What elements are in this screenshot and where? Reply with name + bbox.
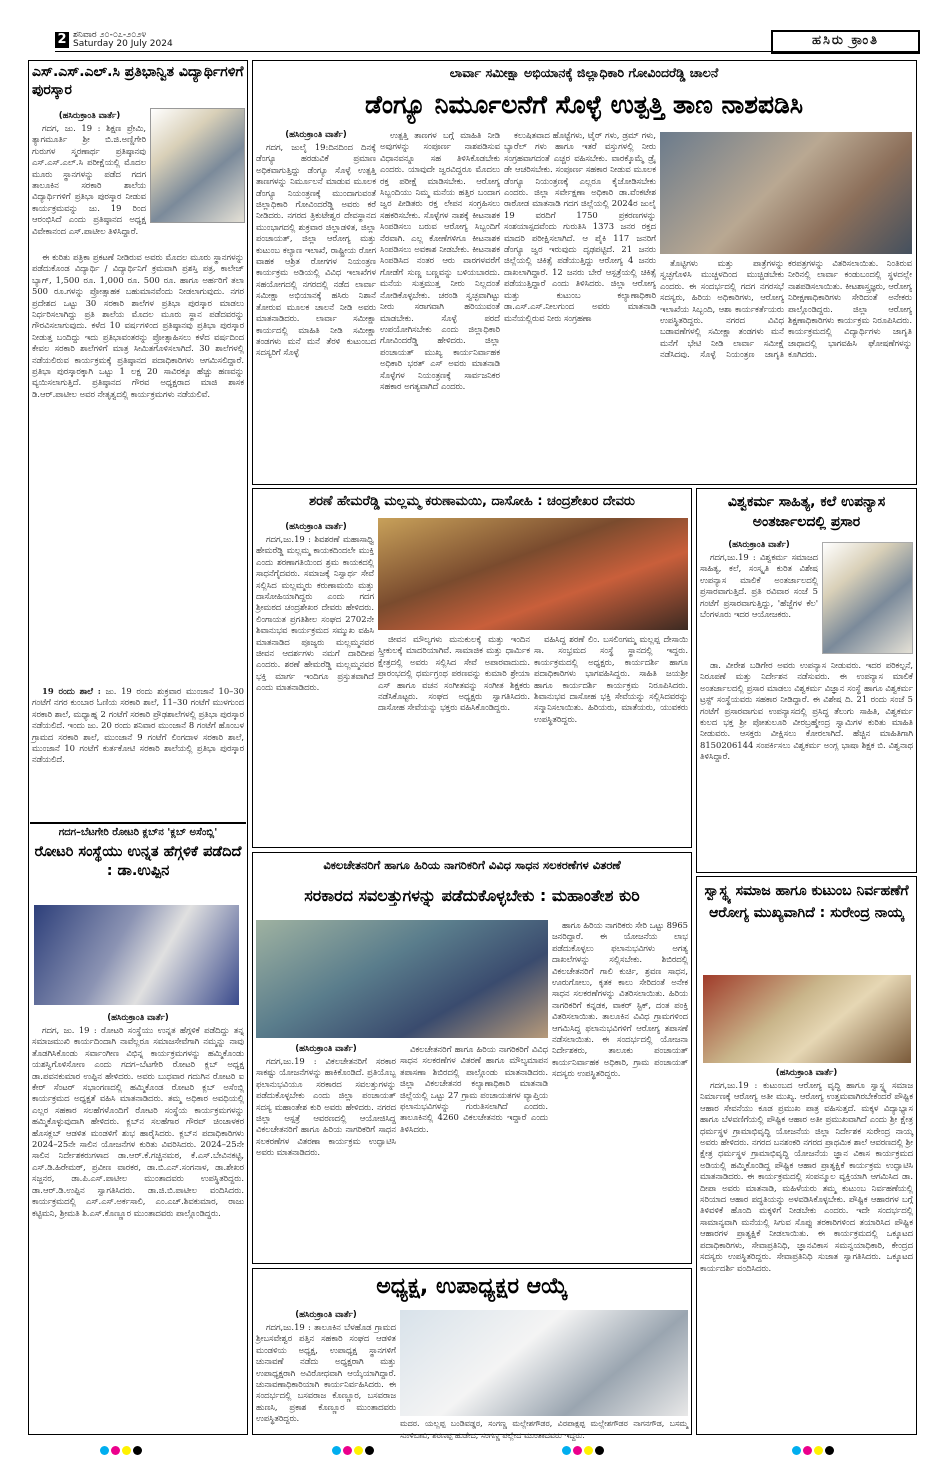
color-registration-marks: [792, 1440, 836, 1452]
election-caption: ಮದರ. ಯಲ್ಲಪ್ಪ ಬಂಡಿವಡ್ಡರ, ಸಂಗಣ್ಣ ಮಲ್ಲೇಶಗೌಡರ, ವಿರಪಾಕ್ಷಪ್ಪ ಮಲ್ಲೇಶಗೌಡರ ನಾಗನಗೌಡ, ಬಸಮ್ಮ ಸೂಳಿಬಾವಿ, ಶರಣಪ್ಪ ಹುಡೇದ, ಸಂಗಣ್ಣ ಪಲ್ಲೇದ ಮುಂತಾದವರು ಇದ್ದರು.: [400, 1419, 688, 1440]
masthead-brand: ಹಸಿರು ಕ್ರಾಂತಿ: [771, 30, 920, 54]
election-photo: [400, 1310, 688, 1416]
divider: [30, 822, 246, 824]
rotary-byline: (ಹಸಿರುಕ್ರಾಂತಿ ವಾರ್ತೆ): [107, 1013, 169, 1023]
election-headline: ಅಧ್ಯಕ್ಷ, ಉಪಾಧ್ಯಕ್ಷರ ಆಯ್ಕೆ: [376, 1274, 568, 1299]
center-story-byline: (ಹಸಿರುಕ್ರಾಂತಿ ವಾರ್ತೆ): [285, 522, 347, 532]
date-kannada: ಶನಿವಾರ ೨೦-೦೭-೨೦೨೪: [73, 30, 147, 40]
disabled-headline: ಸರಕಾರದ ಸವಲತ್ತುಗಳನ್ನು ಪಡೆದುಕೊಳ್ಳಬೇಕು : ಮಹಾಂತೇಶ ಕುರಿ: [304, 886, 640, 905]
center-story-photo: [378, 518, 688, 630]
center-story-col1: ಗದಗ,ಜು.19 : ಶಿವಶರಣೆ ಮಹಾಸಾಧ್ವಿ ಹೇಮರೆಡ್ಡಿ ಮಲ್ಲಮ್ಮ ಕಾಯಕದಿಂದಲೇ ಮುಕ್ತಿ ಎಂದು ಶರಣಾಗತಿಯಿಂದ ಶ್ರಮ ಕಾಯಕದಲ್ಲಿ ಸಾಧನೆಗೈದವರು. ಸಮಾಜಕ್ಕೆ ನಿಸ್ವಾರ್ಥ ಸೇವೆ ಸಲ್ಲಿಸಿದ ಮಲ್ಲಮ್ಮರು ಕರುಣಾಮಯಿ ಮತ್ತು ದಾಸೋಹಿಯಾಗಿದ್ದರು ಎಂದು ಗದಗ ಶ್ರೀಮಠದ ಚಂದ್ರಶೇಖರ ದೇವರು ಹೇಳಿದರು. ಲಿಂಗಾಯತ ಪ್ರಗತಿಶೀಲ ಸಂಘದ 2702ನೇ ಶಿವಾನುಭವ ಕಾರ್ಯಕ್ರಮದ ಸಮ್ಮುಖ ವಹಿಸಿ ಮಾತನಾಡಿದ ಪೂಜ್ಯರು ಮಲ್ಲಮ್ಮನವರ ಜೀವನ ಆದರ್ಶಗಳು ನಮಗೆ ದಾರಿದೀಪ ಎಂದರು. ಶರಣೆ ಹೇಮರೆಡ್ಡಿ ಮಲ್ಲಮ್ಮನವರ ಭಕ್ತಿ ಮಾರ್ಗ ಇಂದಿಗೂ ಪ್ರಸ್ತುತವಾಗಿದೆ ಎಂದು ಮಾತನಾಡಿದರು.: [256, 534, 374, 693]
disabled-byline: (ಹಸಿರುಕ್ರಾಂತಿ ವಾರ್ತೆ): [295, 1044, 357, 1054]
sslc-byline: (ಹಸಿರುಕ್ರಾಂತಿ ವಾರ್ತೆ): [58, 111, 121, 121]
vishwakarma-lead: ಗದಗ,ಜು.19 : ವಿಶ್ವಕರ್ಮ ಸಮಾಜದ ಸಾಹಿತ್ಯ, ಕಲೆ, ಸಂಸ್ಕೃತಿ ಕುರಿತ ವಿಶೇಷ ಉಪನ್ಯಾಸ ಮಾಲಿಕೆ ಅಂತರ್ಜಾಲದಲ್ಲಿ ಪ್ರಸಾರವಾಗುತ್ತಿದೆ. ಪ್ರತಿ ರವಿವಾರ ಸಂಜೆ 5 ಗಂಟೆಗೆ ಪ್ರಸಾರವಾಗುತ್ತಿದ್ದು, 'ಹೆಜ್ಜೆಗಳ ಕೆಲ' ಬೆಂಗಳೂರು ಇದರ ಆಯೋಜಕರು.: [700, 552, 818, 620]
color-registration-marks: [562, 1440, 606, 1452]
health-body: ಗದಗ,ಜು.19 : ಕುಟುಂಬದ ಆರೋಗ್ಯ ವೃದ್ಧಿ ಹಾಗೂ ಸ್ವಾಸ್ಥ್ಯ ಸಮಾಜ ನಿರ್ಮಾಣಕ್ಕೆ ಆರೋಗ್ಯ ಅತೀ ಮುಖ್ಯ. ಆರೋಗ್ಯ ಉತ್ತಮವಾಗಿರಬೇಕೆಂದರೆ ಪೌಷ್ಟಿಕ ಆಹಾರ ಸೇವನೆಯು ಕೂಡ ಪ್ರಮುಖ ಪಾತ್ರ ವಹಿಸುತ್ತದೆ. ಮಕ್ಕಳ ವಿದ್ಯಾಭ್ಯಾಸ ಹಾಗೂ ಬೆಳವಣಿಗೆಯಲ್ಲಿ ಪೌಷ್ಟಿಕ ಆಹಾರ ಅತೀ ಪ್ರಮುಖವಾಗಿದೆ ಎಂದು ಶ್ರೀ ಕ್ಷೇತ್ರ ಧರ್ಮಸ್ಥಳ ಗ್ರಾಮಾಭಿವೃದ್ಧಿ ಯೋಜನೆಯ ಜಿಲ್ಲಾ ನಿರ್ದೇಶಕ ಸುರೇಂದ್ರ ನಾಯ್ಕ ಅವರು ಹೇಳಿದರು. ನಗರದ ಬನಶಂಕರಿ ನಗರದ ಪ್ರಾಥಮಿಕ ಶಾಲೆ ಆವರಣದಲ್ಲಿ ಶ್ರೀ ಕ್ಷೇತ್ರ ಧರ್ಮಸ್ಥಳ ಗ್ರಾಮಾಭಿವೃದ್ಧಿ ಯೋಜನೆಯ ಜ್ಞಾನ ವಿಕಾಸ ಕಾರ್ಯಕ್ರಮದ ಅಡಿಯಲ್ಲಿ ಹಮ್ಮಿಕೊಂಡಿದ್ದ ಪೌಷ್ಟಿಕ ಆಹಾರ ಪ್ರಾತ್ಯಕ್ಷಿಕೆ ಕಾರ್ಯಕ್ರಮ ಉದ್ಘಾಟಿಸಿ ಮಾತನಾಡಿದರು. ಈ ಕಾರ್ಯಕ್ರಮದಲ್ಲಿ ಸಂಪನ್ಮೂಲ ವ್ಯಕ್ತಿಯಾಗಿ ಆಗಮಿಸಿದ ಡಾ. ದೀಪಾ ಅವರು ಮಾತನಾಡಿ, ಮಹಿಳೆಯರು ತಮ್ಮ ಕುಟುಂಬ ನಿರ್ವಹಣೆಯಲ್ಲಿ ಸರಿಯಾದ ಆಹಾರ ಪದ್ಧತಿಯನ್ನು ಅಳವಡಿಸಿಕೊಳ್ಳಬೇಕು. ಪೌಷ್ಟಿಕ ಆಹಾರಗಳ ಬಗ್ಗೆ ತಿಳಿವಳಿಕೆ ಹೊಂದಿ ಮಕ್ಕಳಿಗೆ ನೀಡಬೇಕು ಎಂದರು. ಇದೇ ಸಂದರ್ಭದಲ್ಲಿ ಸಾಮಾನ್ಯವಾಗಿ ಮನೆಯಲ್ಲಿ ಸಿಗುವ ಸೊಪ್ಪು ತರಕಾರಿಗಳಿಂದ ತಯಾರಿಸಿದ ಪೌಷ್ಟಿಕ ಆಹಾರಗಳ ಪ್ರಾತ್ಯಕ್ಷಿಕೆ ನೀಡಲಾಯಿತು. ಈ ಕಾರ್ಯಕ್ರಮದಲ್ಲಿ ಒಕ್ಕೂಟದ ಪದಾಧಿಕಾರಿಗಳು, ಸೇವಾಪ್ರತಿನಿಧಿ, ಜ್ಞಾನವಿಕಾಸ ಸಮನ್ವಯಾಧಿಕಾರಿ, ಕೇಂದ್ರದ ಸದಸ್ಯರು ಉಪಸ್ಥಿತರಿದ್ದರು. ಸೇವಾಪ್ರತಿನಿಧಿ ಸುಜಾತ ಸ್ವಾಗತಿಸಿದರು. ಒಕ್ಕೂಟದ ಕಾರ್ಯದರ್ಶಿ ವಂದಿಸಿದರು.: [700, 1080, 913, 1273]
top-story-headline: ಡೆಂಗ್ಯೂ ನಿರ್ಮೂಲನೆಗೆ ಸೊಳ್ಳೆ ಉತ್ಪತ್ತಿ ತಾಣ ನಾಶಪಡಿಸಿ: [365, 90, 803, 119]
vishwakarma-body: ಡಾ. ವೀರೇಶ ಬಡಿಗೇರ ಅವರು ಉಪನ್ಯಾಸ ನೀಡುವರು. ಇದರ ಪರಿಕಲ್ಪನೆ, ನಿರೂಪಣೆ ಮತ್ತು ನಿರ್ದೇಶನ ನಡೆಸುವರು. ಈ ಉಪನ್ಯಾಸ ಮಾಲಿಕೆ ಅಂತರ್ಜಾಲದಲ್ಲಿ ಪ್ರಸಾರ ಮಾಡಲು ವಿಶ್ವಕರ್ಮ ವಿಜ್ಞಾನ ಸಂಸ್ಥೆ ಹಾಗೂ ವಿಶ್ವಕರ್ಮ ಟ್ರಸ್ಟ್ ಸಂಸ್ಥೆಯವರು ಸಹಕಾರ ನೀಡಿದ್ದಾರೆ. ಈ ವಿಶೇಷ ದಿ. 21 ರಂದು ಸಂಜೆ 5 ಗಂಟೆಗೆ ಪ್ರಸಾರವಾಗುವ ಉಪನ್ಯಾಸದಲ್ಲಿ ಪ್ರಸಿದ್ಧ ತೆಲುಗು ಸಾಹಿತಿ, ವಿಶ್ವಕರ್ಮ ಕುಲದ ಭಕ್ತ ಶ್ರೀ ಪೋತುಲೂರಿ ವೀರಬ್ರಹ್ಮೇಂದ್ರ ಸ್ವಾಮಿಗಳ ಕುರಿತು ಮಾಹಿತಿ ನೀಡುವರು. ಆಸಕ್ತರು ವೀಕ್ಷಿಸಲು ಕೋರಲಾಗಿದೆ. ಹೆಚ್ಚಿನ ಮಾಹಿತಿಗಾಗಿ 8150206144 ಸಂಪರ್ಕಿಸಲು ವಿಶ್ವಕರ್ಮ ಅಂಗ್ಲ ಭಾಷಾ ಶಿಕ್ಷಕ ಬಿ. ವಿಶ್ವನಾಥ ತಿಳಿಸಿದ್ದಾರೆ.: [700, 660, 913, 762]
vishwakarma-byline: (ಹಸಿರುಕ್ರಾಂತಿ ವಾರ್ತೆ): [728, 540, 790, 550]
sslc-schedule: 19 ರಂದು ಶಾಲೆ : ಜು. 19 ರಂದು ಶುಕ್ರವಾರ ಮುಂಜಾನೆ 10–30 ಗಂಟೆಗೆ ನಗರ ಕುಂಬಾರ ಓಣಿಯ ಸರಕಾರಿ ಶಾಲೆ, 11–30 ಗಂಟೆಗೆ ಮುಳಗುಂದ ಸರಕಾರಿ ಶಾಲೆ, ಮಧ್ಯಾಹ್ನ 2 ಗಂಟೆಗೆ ಸರಕಾರಿ ಪ್ರೌಢಶಾಲೆಗಳಲ್ಲಿ ಪ್ರತಿಭಾ ಪುರಸ್ಕಾರ ನಡೆಯಲಿದೆ. ಇಂದು ಜು. 20 ರಂದು ಶನಿವಾರ ಮುಂಜಾನೆ 8 ಗಂಟೆಗೆ ಹೊಂಬಳ ಗ್ರಾಮದ ಸರಕಾರಿ ಶಾಲೆ, ಮುಂಜಾನೆ 9 ಗಂಟೆಗೆ ಲಿಂಗದಾಳ ಸರಕಾರಿ ಶಾಲೆ, ಮುಂಜಾನೆ 10 ಗಂಟೆಗೆ ಕುರ್ತಕೋಟಿ ಸರಕಾರಿ ಶಾಲೆಯಲ್ಲಿ ಪ್ರತಿಭಾ ಪುರಸ್ಕಾರ ನಡೆಯಲಿದೆ.: [32, 686, 244, 765]
page-number: 2: [55, 32, 69, 48]
health-headline: ಸ್ವಾಸ್ಥ್ಯ ಸಮಾಜ ಹಾಗೂ ಕುಟುಂಬ ನಿರ್ವಹಣೆಗೆ ಆರೋಗ್ಯ ಮುಖ್ಯವಾಗಿದೆ : ಸುರೇಂದ್ರ ನಾಯ್ಕ: [704, 883, 909, 921]
rotary-body: ಗದಗ, ಜು. 19 : ರೋಟರಿ ಸಂಸ್ಥೆಯು ಉನ್ನತ ಹೆಗ್ಗಳಿಕೆ ಪಡೆದಿದ್ದು ತನ್ನ ಸಮಾಜಮುಖಿ ಕಾರ್ಯದಿಂದಾಗಿ ನಾವೆಲ್ಲರೂ ಸಮಾಜಸೇವೆಗಾಗಿ ನಮ್ಮನ್ನು ನಾವು ತೊಡಗಿಸಿಕೊಂಡು ಸರ್ವಾಂಗೀಣ ವಿಭಿನ್ನ ಕಾರ್ಯಕ್ರಮಗಳನ್ನು ಹಮ್ಮಿಕೊಂಡು ಯಶಸ್ವಿಗೊಳಿಸೋಣ ಎಂದು ಗದಗ–ಬೆಟಗೇರಿ ರೋಟರಿ ಕ್ಲಬ್ ಅಧ್ಯಕ್ಷ ಡಾ.ಪವನಕುಮಾರ ಉಪ್ಪಿನ ಹೇಳಿದರು. ಅವರು ಬುಧವಾರ ಗದುಗಿನ ರೋಟರಿ ಐ ಕೇರ್ ಸೆಂಟರ್ ಸಭಾಂಗಣದಲ್ಲಿ ಹಮ್ಮಿಕೊಂಡ ರೋಟರಿ ಕ್ಲಬ್ ಅಸೆಂಬ್ಲಿ ಕಾರ್ಯಕ್ರಮದ ಅಧ್ಯಕ್ಷತೆ ವಹಿಸಿ ಮಾತನಾಡಿದರು. ತಮ್ಮ ಅಧಿಕಾರ ಅವಧಿಯಲ್ಲಿ ಎಲ್ಲರ ಸಹಕಾರ ಸಲಹೆಗಳೊಂದಿಗೆ ರೋಟರಿ ಸಂಸ್ಥೆಯ ಕಾರ್ಯಕ್ರಮಗಳನ್ನು ಹಮ್ಮಿಕೊಳ್ಳುವುದಾಗಿ ಹೇಳಿದರು. ಕ್ಲಬ್‌ನ ಸಲಹೆಗಾರ ಗೌರವ್ ಚಿಂಚಾಳಕರ ಹೊಸಕ್ಲಬ್ ಆಡಳಿತ ಮಂಡಳಿಗೆ ಶುಭ ಹಾರೈಸಿದರು. ಕ್ಲಬ್‌ನ ಪದಾಧಿಕಾರಿಗಳು 2024–25ನೇ ಸಾಲಿನ ಯೋಜನೆಗಳ ಕುರಿತು ವಿವರಿಸಿದರು. 2024–25ನೇ ಸಾಲಿನ ನಿರ್ದೇಶಕರುಗಳಾದ ಡಾ.ಆರ್.ಕೆ.ಗಚ್ಚಿನಮಠ, ಕೆ.ಎಸ್.ಬೇವಿನಕಟ್ಟಿ, ಎಸ್.ಡಿ.ಹಿರೇಮಠ್, ಪ್ರವೀಣ ವಾರಕರ, ಡಾ.ಬಿ.ಎನ್.ಸಂಗನಾಳ, ಡಾ.ಶೇಖರ ಸಜ್ಜನರ, ಡಾ.ಪಿ.ಎಸ್.ಪಾಟೀಲ ಮುಂತಾದವರು ಉಪಸ್ಥಿತರಿದ್ದರು. ಡಾ.ಆರ್.ಡಿ.ಉಪ್ಪಿನ ಸ್ವಾಗತಿಸಿದರು. ಡಾ.ಜಿ.ಬಿ.ಪಾಟೀಲ ವಂದಿಸಿದರು. ಕಾರ್ಯಕ್ರಮದಲ್ಲಿ ಎಸ್.ಎಸ್.ಅರ್ಕಸಾಲಿ, ಎಂ.ಎಚ್.ಶಿವಕುಮಾರ, ರಾಜು ಕಟ್ಟಿಮನಿ, ಶ್ರೀಮತಿ ಶಿ.ಎಸ್.ಕೊಣ್ಣೂರ ಮುಂತಾದವರು ಪಾಲ್ಗೊಂಡಿದ್ದರು.: [32, 1025, 244, 1218]
top-story-photo: [660, 132, 912, 254]
center-story-headline: ಶರಣೆ ಹೇಮರೆಡ್ಡಿ ಮಲ್ಲಮ್ಮ ಕರುಣಾಮಯಿ, ದಾಸೋಹಿ : ಚಂದ್ರಶೇಖರ ದೇವರು: [309, 494, 635, 509]
top-story-col1: ಗದಗ, ಜುಲೈ 19:ದಿನದಿಂದ ದಿನಕ್ಕೆ ಡೆಂಗ್ಯೂ ಹರಡುವಿಕೆ ಪ್ರಮಾಣ ಅಧಿಕವಾಗುತ್ತಿದ್ದು ಡೆಂಗ್ಯೂ ಸೊಳ್ಳೆ ಉತ್ಪತ್ತಿ ತಾಣಗಳನ್ನು ನಿರ್ಮೂಲನೆ ಮಾಡುವ ಮೂಲಕ ಡೆಂಗ್ಯೂ ನಿಯಂತ್ರಣಕ್ಕೆ ಮುಂದಾಗುವಂತೆ ಜಿಲ್ಲಾಧಿಕಾರಿ ಗೋವಿಂದರೆಡ್ಡಿ ಅವರು ಕರೆ ನೀಡಿದರು. ನಗರದ ತ್ರಿಕುಟೇಶ್ವರ ದೇವಸ್ಥಾನದ ಮುಂಭಾಗದಲ್ಲಿ ಶುಕ್ರವಾರ ಜಿಲ್ಲಾಡಳಿತ, ಜಿಲ್ಲಾ ಪಂಚಾಯತ್, ಜಿಲ್ಲಾ ಆರೋಗ್ಯ ಮತ್ತು ಕುಟುಂಬ ಕಲ್ಯಾಣ ಇಲಾಖೆ, ರಾಷ್ಟ್ರೀಯ ರೋಗ ವಾಹಕ ಆಶ್ರಿತ ರೋಗಗಳ ನಿಯಂತ್ರಣ ಕಾರ್ಯಕ್ರಮ ಅಡಿಯಲ್ಲಿ ವಿವಿಧ ಇಲಾಖೆಗಳ ಸಹಯೋಗದಲ್ಲಿ ನಗರದಲ್ಲಿ ನಡೆದ ಲಾರ್ವಾ ಸಮೀಕ್ಷಾ ಅಭಿಯಾನಕ್ಕೆ ಹಸಿರು ನಿಶಾನೆ ತೋರುವ ಮೂಲಕ ಚಾಲನೆ ನೀಡಿ ಅವರು ಮಾತನಾಡಿದರು. ಲಾರ್ವಾ ಸಮೀಕ್ಷಾ ಕಾರ್ಯದಲ್ಲಿ ಮಾಹಿತಿ ನೀಡಿ ಸಮೀಕ್ಷಾ ತಂಡಗಳು ಮನೆ ಮನೆ ತೆರಳಿ ಕುಟುಂಬದ ಸದಸ್ಯರಿಗೆ ಸೊಳ್ಳೆ: [256, 142, 376, 358]
top-story-col2: ಉತ್ಪತ್ತಿ ತಾಣಗಳ ಬಗ್ಗೆ ಮಾಹಿತಿ ನೀಡಿ ಅವುಗಳನ್ನು ಸಂಪೂರ್ಣ ನಾಶಪಡಿಸುವ ವಿಧಾನವನ್ನೂ ಸಹ ತಿಳಿಸಿಕೊಡಬೇಕು ಎಂದರು. ಯಾವುದೇ ಜ್ವರವಿದ್ದರೂ ಮೊದಲು ರಕ್ತ ಪರೀಕ್ಷೆ ಮಾಡಿಸಬೇಕು. ಆರೋಗ್ಯ ಸಿಬ್ಬಂದಿಯು ನಿಮ್ಮ ಮನೆಯ ಹತ್ತಿರ ಬಂದಾಗ ಜ್ವರ ಪೀಡಿತರು ರಕ್ತ ಲೇಪನ ಸಂಗ್ರಹಿಸಲು ಸಹಕರಿಸಬೇಕು. ಸೊಳ್ಳೆಗಳ ನಾಶಕ್ಕೆ ಕೀಟನಾಶಕ ಸಿಂಪಡಿಸಲು ಬರುವ ಆರೋಗ್ಯ ಸಿಬ್ಬಂದಿಗೆ ನೆರವಾಗಿ. ಎಲ್ಲ ಕೋಣೆಗಳಿಗೂ ಕೀಟನಾಶಕ ಸಿಂಪಡಿಸಲು ಅವಕಾಶ ನೀಡಬೇಕು. ಕೀಟನಾಶಕ ಸಿಂಪಡಿಸಿದ ನಂತರ ಆರು ವಾರಗಳವರೆಗೆ ಗೋಡೆಗೆ ಸುಣ್ಣ ಬಣ್ಣವನ್ನು ಬಳಿಯಬಾರದು. ಮನೆಯ ಸುತ್ತಮುತ್ತ ನೀರು ನಿಲ್ಲದಂತೆ ನೋಡಿಕೊಳ್ಳಬೇಕು. ಚರಂಡಿ ಸ್ವಚ್ಛವಾಗಿಟ್ಟು ನೀರು ಸರಾಗವಾಗಿ ಹರಿಯುವಂತೆ ಮಾಡಬೇಕು. ಸೊಳ್ಳೆ ಪರದೆ ಉಪಯೋಗಿಸಬೇಕು ಎಂದು ಜಿಲ್ಲಾಧಿಕಾರಿ ಗೋವಿಂದರೆಡ್ಡಿ ಹೇಳಿದರು. ಜಿಲ್ಲಾ ಪಂಚಾಯತ್ ಮುಖ್ಯ ಕಾರ್ಯನಿರ್ವಾಹಕ ಅಧಿಕಾರಿ ಭರತ್ ಎಸ್ ಅವರು ಮಾತನಾಡಿ ಸೊಳ್ಳೆಗಳ ನಿಯಂತ್ರಣಕ್ಕೆ ಸಾರ್ವಜನಿಕರ ಸಹಕಾರ ಅಗತ್ಯವಾಗಿದೆ ಎಂದರು.: [380, 130, 500, 391]
disabled-photo: [256, 920, 548, 1038]
health-byline: (ಹಸಿರುಕ್ರಾಂತಿ ವಾರ್ತೆ): [775, 1068, 838, 1078]
color-registration-marks: [100, 1440, 144, 1452]
top-story-kicker: ಲಾರ್ವಾ ಸಮೀಕ್ಷಾ ಅಭಿಯಾನಕ್ಕೆ ಜಿಲ್ಲಾಧಿಕಾರಿ ಗೋವಿಂದರೆಡ್ಡಿ ಚಾಲನೆ: [449, 65, 719, 80]
rotary-photo: [34, 905, 239, 1005]
rotary-headline: ರೋಟರಿ ಸಂಸ್ಥೆಯು ಉನ್ನತ ಹೆಗ್ಗಳಿಕೆ ಪಡೆದಿದೆ : ಡಾ.ಉಪ್ಪಿನ: [34, 844, 242, 879]
top-story-col4: ತೊಟ್ಟಿಗಳು ಮತ್ತು ಪಾತ್ರೆಗಳನ್ನು ಸ್ವಚ್ಛಗೊಳಿಸಿ ಮುಚ್ಚಳದಿಂದ ಮುಚ್ಚಿಡಬೇಕು ಎಂದರು. ಈ ಸಂದರ್ಭದಲ್ಲಿ ಗದಗ ನಗರಸಭೆ ಸದಸ್ಯರು, ಹಿರಿಯ ಅಧಿಕಾರಿಗಳು, ಆರೋಗ್ಯ ಇಲಾಖೆಯ ಸಿಬ್ಬಂದಿ, ಆಶಾ ಕಾರ್ಯಕರ್ತೆಯರು ಉಪಸ್ಥಿತರಿದ್ದರು. ನಗರದ ವಿವಿಧ ಬಡಾವಣೆಗಳಲ್ಲಿ ಸಮೀಕ್ಷಾ ತಂಡಗಳು ಮನೆ ಮನೆಗೆ ಭೇಟಿ ನೀಡಿ ಲಾರ್ವಾ ಸಮೀಕ್ಷೆ ನಡೆಸಿದವು. ಸೊಳ್ಳೆ ನಿಯಂತ್ರಣ ಜಾಗೃತಿ ಕರಪತ್ರಗಳನ್ನು ವಿತರಿಸಲಾಯಿತು. ನಿಂತಿರುವ ನೀರಿನಲ್ಲಿ ಲಾರ್ವಾ ಕಂಡುಬಂದಲ್ಲಿ ಸ್ಥಳದಲ್ಲೇ ನಾಶಪಡಿಸಲಾಯಿತು. ಕೀಟಶಾಸ್ತ್ರಜ್ಞರು, ಆರೋಗ್ಯ ನಿರೀಕ್ಷಣಾಧಿಕಾರಿಗಳು ಸೇರಿದಂತೆ ಅನೇಕರು ಪಾಲ್ಗೊಂಡಿದ್ದರು. ಜಿಲ್ಲಾ ಆರೋಗ್ಯ ಶಿಕ್ಷಣಾಧಿಕಾರಿಗಳು ಕಾರ್ಯಕ್ರಮ ನಿರೂಪಿಸಿದರು. ಕಾರ್ಯಕ್ರಮದಲ್ಲಿ ವಿದ್ಯಾರ್ಥಿಗಳು ಜಾಗೃತಿ ಜಾಥಾದಲ್ಲಿ ಭಾಗವಹಿಸಿ ಘೋಷಣೆಗಳನ್ನು ಕೂಗಿದರು.: [660, 258, 912, 360]
center-story-col3: ವಹಿಸಿದ್ದ ಶರಣೆ ಲಿಂ. ಬಸಲಿಂಗಮ್ಮ ಮಲ್ಲಪ್ಪ ದೇಸಾಯಿ ಸಾ. ಸಂಭ್ರಮದ ಸಂಸ್ಥೆ ಸ್ಥಾನದಲ್ಲಿ ಇದ್ದರು. ಕಾರ್ಯಕ್ರಮದಲ್ಲಿ ಅಧ್ಯಕ್ಷರು, ಕಾರ್ಯದರ್ಶಿ ಹಾಗೂ ಪದಾಧಿಕಾರಿಗಳು ಭಾಗವಹಿಸಿದ್ದರು. ಸಾಹಿತಿ ಜಯಶ್ರೀ ಹಾಗೂ ಕಾರ್ಯದರ್ಶಿ ಕಾರ್ಯಕ್ರಮ ನಿರೂಪಿಸಿದರು. ಶಿವಾನುಭವ ದಾಸೋಹ ಭಕ್ತಿ ಸೇವೆಯನ್ನು ಸಲ್ಲಿಸಿದವರನ್ನು ಸನ್ಮಾನಿಸಲಾಯಿತು. ಹಿರಿಯರು, ಮಾತೆಯರು, ಯುವಕರು ಉಪಸ್ಥಿತರಿದ್ದರು.: [534, 634, 688, 724]
sslc-headline: ಎಸ್.ಎಸ್.ಎಲ್.ಸಿ ಪ್ರತಿಭಾನ್ವಿತ ವಿದ್ಯಾರ್ಥಿಗಳಿಗೆ ಪುರಸ್ಕಾರ: [32, 64, 244, 98]
election-byline: (ಹಸಿರುಕ್ರಾಂತಿ ವಾರ್ತೆ): [295, 1310, 357, 1320]
center-story-col2: ಜೀವನ ಮೌಲ್ಯಗಳು ಮನುಕುಲಕ್ಕೆ ಮತ್ತು ಇಂದಿನ ಸ್ತ್ರೀಕುಲಕ್ಕೆ ಮಾದರಿಯಾಗಿವೆ. ಸಾಮಾಜಿಕ ಮತ್ತು ಧಾರ್ಮಿಕ ಕ್ಷೇತ್ರದಲ್ಲಿ ಅವರು ಸಲ್ಲಿಸಿದ ಸೇವೆ ಅಪಾರವಾದುದು. ಪ್ರಾರಂಭದಲ್ಲಿ ಧರ್ಮಗ್ರಂಥ ಪಠಣವನ್ನು ಕುಮಾರಿ ಶ್ರೇಯಾ ಎಸ್ ಹಾಗೂ ವಚನ ಸಂಗೀತವನ್ನು ಸಂಗೀತ ಶಿಕ್ಷಕರು ನಡೆಸಿಕೊಟ್ಟರು. ಸಂಘದ ಅಧ್ಯಕ್ಷರು ಸ್ವಾಗತಿಸಿದರು. ದಾಸೋಹ ಸೇವೆಯನ್ನು ಭಕ್ತರು ವಹಿಸಿಕೊಂಡಿದ್ದರು.: [378, 634, 530, 713]
color-registration-marks: [332, 1440, 376, 1452]
rotary-kicker: ಗದಗ–ಬೆಟಗೇರಿ ರೋಟರಿ ಕ್ಲಬ್‌ನ 'ಕ್ಲಬ್ ಅಸೆಂಬ್ಲಿ': [58, 827, 218, 838]
date-english: Saturday 20 July 2024: [73, 39, 173, 49]
top-story-byline: (ಹಸಿರುಕ್ರಾಂತಿ ವಾರ್ತೆ): [285, 130, 347, 140]
sslc-lead: ಗದಗ, ಜು. 19 : ಶಿಕ್ಷಣ ಪ್ರೇಮಿ, ತ್ಯಾಗಮೂರ್ತಿ ಶ್ರೀ ಬಿ.ಜಿ.ಅಣ್ಣಿಗೇರಿ ಗುರುಗಳ ಸ್ಮರಣಾರ್ಥ ಪ್ರತಿಷ್ಠಾನವು ಎಸ್.ಎಸ್.ಎಲ್.ಸಿ ಪರೀಕ್ಷೆಯಲ್ಲಿ ಮೊದಲ ಮೂರು ಸ್ಥಾನಗಳನ್ನು ಪಡೆದ ಗದಗ ತಾಲೂಕಿನ ಸರಕಾರಿ ಶಾಲೆಯ ವಿದ್ಯಾರ್ಥಿಗಳಿಗೆ ಪ್ರತಿಭಾ ಪುರಸ್ಕಾರ ನೀಡುವ ಕಾರ್ಯಕ್ರಮವನ್ನು ಜು. 19 ರಿಂದ ಆರಂಭಿಸಿದೆ ಎಂದು ಪ್ರತಿಷ್ಠಾನದ ಅಧ್ಯಕ್ಷ ವಿವೇಕಾನಂದ ಎಸ್.ಪಾಟೀಲ ತಿಳಿಸಿದ್ದಾರೆ.: [32, 123, 146, 236]
vishwakarma-headline: ವಿಶ್ವಕರ್ಮ ಸಾಹಿತ್ಯ, ಕಲೆ ಉಪನ್ಯಾಸ ಅಂತರ್ಜಾಲದಲ್ಲಿ ಪ್ರಸಾರ: [727, 494, 886, 530]
disabled-kicker: ವಿಕಲಚೇತನರಿಗೆ ಹಾಗೂ ಹಿರಿಯ ನಾಗರಿಕರಿಗೆ ವಿವಿಧ ಸಾಧನ ಸಲಕರಣೆಗಳ ವಿತರಣೆ: [323, 858, 621, 872]
disabled-col-b: ವಿಕಲಚೇತನರಿಗೆ ಹಾಗೂ ಹಿರಿಯ ನಾಗರಿಕರಿಗೆ ವಿವಿಧ ಸಾಧನ ಸಲಕರಣೆಗಳ ವಿತರಣೆ ಹಾಗೂ ಮೌಲ್ಯಮಾಪನ ತಪಾಸಣಾ ಶಿಬಿರದಲ್ಲಿ ಪಾಲ್ಗೊಂಡು ಮಾತನಾಡಿದರು. ಜಿಲ್ಲಾ ವಿಕಲಚೇತನರ ಕಲ್ಯಾಣಾಧಿಕಾರಿ ಮಾತನಾಡಿ ಜಿಲ್ಲೆಯಲ್ಲಿ ಒಟ್ಟು 27 ಗ್ರಾಮ ಪಂಚಾಯತಗಳ ವ್ಯಾಪ್ತಿಯ ಫಲಾನುಭವಿಗಳನ್ನು ಗುರುತಿಸಲಾಗಿದೆ ಎಂದರು. ತಾಲೂಕಿನಲ್ಲಿ 4260 ವಿಕಲಚೇತನರು ಇದ್ದಾರೆ ಎಂದು ತಿಳಿಸಿದರು.: [400, 1044, 548, 1134]
vishwakarma-photo: [822, 542, 913, 654]
page-header: [55, 30, 920, 52]
disabled-col-a: ಗದಗ,ಜು.19 : ವಿಕಲಚೇತನರಿಗೆ ಸರಕಾರ ಸಾಕಷ್ಟು ಯೋಜನೆಗಳನ್ನು ಹಾಕಿಕೊಂಡಿದೆ. ಪ್ರತಿಯೊಬ್ಬ ಫಲಾನುಭವಿಯೂ ಸರಕಾರದ ಸವಲತ್ತುಗಳನ್ನು ಪಡೆದುಕೊಳ್ಳಬೇಕು ಎಂದು ಜಿಲ್ಲಾ ಪಂಚಾಯತ್ ಸದಸ್ಯ ಮಹಾಂತೇಶ ಕುರಿ ಅವರು ಹೇಳಿದರು. ನಗರದ ಜಿಲ್ಲಾ ಆಸ್ಪತ್ರೆ ಆವರಣದಲ್ಲಿ ಆಯೋಜಿಸಿದ್ದ ವಿಕಲಚೇತನರಿಗೆ ಹಾಗೂ ಹಿರಿಯ ನಾಗರಿಕರಿಗೆ ಸಾಧನ ಸಲಕರಣೆಗಳ ವಿತರಣಾ ಕಾರ್ಯಕ್ರಮ ಉದ್ಘಾಟಿಸಿ ಅವರು ಮಾತನಾಡಿದರು.: [256, 1056, 396, 1158]
portrait-photo: [150, 108, 245, 223]
disabled-col-right: ಹಾಗೂ ಹಿರಿಯ ನಾಗರಿಕರು ಸೇರಿ ಒಟ್ಟು 8965 ಜನರಿದ್ದಾರೆ. ಈ ಯೋಜನೆಯ ಲಾಭ ಪಡೆದುಕೊಳ್ಳಲು ಫಲಾನುಭವಿಗಳು ಅಗತ್ಯ ದಾಖಲೆಗಳನ್ನು ಸಲ್ಲಿಸಬೇಕು. ಶಿಬಿರದಲ್ಲಿ ವಿಕಲಚೇತನರಿಗೆ ಗಾಲಿ ಕುರ್ಚಿ, ಶ್ರವಣ ಸಾಧನ, ಊರುಗೋಲು, ಕೃತಕ ಕಾಲು ಸೇರಿದಂತೆ ಅನೇಕ ಸಾಧನ ಸಲಕರಣೆಗಳನ್ನು ವಿತರಿಸಲಾಯಿತು. ಹಿರಿಯ ನಾಗರಿಕರಿಗೆ ಕನ್ನಡಕ, ವಾಕರ್ ಸ್ಟಿಕ್, ದಂತ ಪಂಕ್ತಿ ವಿತರಿಸಲಾಯಿತು. ತಾಲೂಕಿನ ವಿವಿಧ ಗ್ರಾಮಗಳಿಂದ ಆಗಮಿಸಿದ್ದ ಫಲಾನುಭವಿಗಳಿಗೆ ಆರೋಗ್ಯ ತಪಾಸಣೆ ನಡೆಸಲಾಯಿತು. ಈ ಸಂದರ್ಭದಲ್ಲಿ ಯೋಜನಾ ನಿರ್ದೇಶಕರು, ತಾಲೂಕು ಪಂಚಾಯತ್ ಕಾರ್ಯನಿರ್ವಾಹಕ ಅಧಿಕಾರಿ, ಗ್ರಾಮ ಪಂಚಾಯತ್ ಸದಸ್ಯರು ಉಪಸ್ಥಿತರಿದ್ದರು.: [552, 920, 688, 1079]
top-story-col3: ಕಲುಷಿತವಾದ ಹೊಟ್ಟೆಗಳು, ಟೈರ್ ಗಳು, ಡ್ರಮ್ ಗಳು, ಬ್ಯಾರೆಲ್ ಗಳು ಹಾಗೂ ಇತರೆ ವಸ್ತುಗಳಲ್ಲಿ ನೀರು ಸಂಗ್ರಹವಾಗದಂತೆ ಎಚ್ಚರ ವಹಿಸಬೇಕು. ವಾರಕ್ಕೊಮ್ಮೆ ಡ್ರೈ ಡೇ ಆಚರಿಸಬೇಕು. ಸಂಪೂರ್ಣ ಸಹಕಾರ ನೀಡುವ ಮೂಲಕ ಡೆಂಗ್ಯೂ ನಿಯಂತ್ರಣಕ್ಕೆ ಎಲ್ಲರೂ ಕೈಜೋಡಿಸಬೇಕು ಎಂದರು. ಜಿಲ್ಲಾ ಸರ್ವೇಕ್ಷಣಾ ಅಧಿಕಾರಿ ಡಾ.ವೆಂಕಟೇಶ ರಾಠೋಡ ಮಾತನಾಡಿ ಗದಗ ಜಿಲ್ಲೆಯಲ್ಲಿ 2024ರ ಜುಲೈ 19 ವರದಿಗೆ 1750 ಪ್ರಕರಣಗಳನ್ನು ಸಂಶಯಾಸ್ಪದವೆಂದು ಗುರುತಿಸಿ 1373 ಜನರ ರಕ್ತದ ಮಾದರಿ ಪರೀಕ್ಷಿಸಲಾಗಿದೆ. ಆ ಪೈಕಿ 117 ಜನರಿಗೆ ಡೆಂಗ್ಯೂ ಜ್ವರ ಇರುವುದು ದೃಢಪಟ್ಟಿದೆ. 21 ಜನರು ಜಿಲ್ಲೆಯಲ್ಲಿ ಚಿಕಿತ್ಸೆ ಪಡೆಯುತ್ತಿದ್ದು ಆರೋಗ್ಯ 4 ಜನರು ದಾಖಲಾಗಿದ್ದಾರೆ. 12 ಜನರು ಬೇರೆ ಆಸ್ಪತ್ರೆಯಲ್ಲಿ ಚಿಕಿತ್ಸೆ ಪಡೆಯುತ್ತಿದ್ದಾರೆ ಎಂದು ತಿಳಿಸಿದರು. ಜಿಲ್ಲಾ ಆರೋಗ್ಯ ಮತ್ತು ಕುಟುಂಬ ಕಲ್ಯಾಣಾಧಿಕಾರಿ ಡಾ.ಎಸ್.ಎಸ್.ನೀಲಗುಂದ ಅವರು ಮಾತನಾಡಿ ಮನೆಯಲ್ಲಿರುವ ನೀರು ಸಂಗ್ರಹಣಾ: [504, 130, 656, 323]
health-photo: [703, 975, 911, 1063]
sslc-body: ಈ ಕುರಿತು ಪತ್ರಿಕಾ ಪ್ರಕಟಣೆ ನೀಡಿರುವ ಅವರು ಮೊದಲ ಮೂರು ಸ್ಥಾನಗಳನ್ನು ಪಡೆದುಕೊಂಡ ವಿದ್ಯಾರ್ಥಿ / ವಿದ್ಯಾರ್ಥಿನಿಗೆ ಕ್ರಮವಾಗಿ ಪ್ರಶಸ್ತಿ ಪತ್ರ, ಕಾಲೇಜ್ ಬ್ಯಾಗ್, 1,500 ರೂ. 1,000 ರೂ. 500 ರೂ. ಹಾಗೂ ಅರ್ಹರಿಗೆ ತಲಾ 500 ರೂ.ಗಳನ್ನು ಪ್ರೋತ್ಸಾಹಕ ಬಹುಮಾನವೆಂದು ನೀಡಲಾಗುವುದು. ನಗರ ಪ್ರದೇಶದ ಒಟ್ಟು 30 ಸರಕಾರಿ ಶಾಲೆಗಳ ಪ್ರತಿಭಾ ಪುರಸ್ಕಾರ ಮಾಡಲು ನಿರ್ಧರಿಸಲಾಗಿದ್ದು ಪ್ರತಿ ಶಾಲೆಯ ಮೊದಲ ಮೂರು ಸ್ಥಾನ ಪಡೆದವರನ್ನು ಗೌರವಿಸಲಾಗುವುದು. ಕಳೆದ 10 ವರ್ಷಗಳಿಂದ ಪ್ರತಿಷ್ಠಾನವು ಪ್ರತಿಭಾ ಪುರಸ್ಕಾರ ನೀಡುತ್ತ ಬಂದಿದ್ದು ಇದು ಪ್ರತಿಭಾವಂತರನ್ನು ಪ್ರೋತ್ಸಾಹಿಸಲು ಕಳೆದ ವರ್ಷದಿಂದ ಕೇವಲ ಸರಕಾರಿ ಶಾಲೆಗಳಿಗೆ ಮಾತ್ರ ಸೀಮಿತಗೊಳಿಸಲಾಗಿದೆ. 30 ಶಾಲೆಗಳಲ್ಲಿ ನಡೆಯಲಿರುವ ಕಾರ್ಯಕ್ರಮಕ್ಕೆ ಪ್ರತಿಷ್ಠಾನದ ಪದಾಧಿಕಾರಿಗಳು ಆಗಮಿಸಲಿದ್ದಾರೆ. ಪ್ರತಿಭಾ ಪುರಸ್ಕಾರಕ್ಕಾಗಿ ಒಟ್ಟು 1 ಲಕ್ಷ 20 ಸಾವಿರಕ್ಕೂ ಹೆಚ್ಚು ಹಣವನ್ನು ವ್ಯಯಿಸಲಾಗುತ್ತಿದೆ. ಪ್ರತಿಷ್ಠಾನದ ಗೌರವ ಅಧ್ಯಕ್ಷರಾದ ಮಾಜಿ ಶಾಸಕ ಡಿ.ಆರ್.ಪಾಟೀಲ ಅವರ ನೇತೃತ್ವದಲ್ಲಿ ಕಾರ್ಯಕ್ರಮಗಳು ನಡೆಯಲಿವೆ.: [32, 252, 244, 399]
election-col-a: ಗದಗ,ಜು.19 : ತಾಲೂಕಿನ ಬೆಳಹೊಡ ಗ್ರಾಮದ ಶ್ರೀಬಸವೇಶ್ವರ ಪತ್ತಿನ ಸಹಕಾರಿ ಸಂಘದ ಆಡಳಿತ ಮಂಡಳಿಯ ಅಧ್ಯಕ್ಷ, ಉಪಾಧ್ಯಕ್ಷ ಸ್ಥಾನಗಳಿಗೆ ಚುನಾವಣೆ ನಡೆದು ಅಧ್ಯಕ್ಷರಾಗಿ ಮತ್ತು ಉಪಾಧ್ಯಕ್ಷರಾಗಿ ಅವಿರೋಧವಾಗಿ ಆಯ್ಕೆಯಾಗಿದ್ದಾರೆ. ಚುನಾವಣಾಧಿಕಾರಿಯಾಗಿ ಕಾರ್ಯನಿರ್ವಹಿಸಿದರು. ಈ ಸಂದರ್ಭದಲ್ಲಿ ಬಸವರಾಜ ಕೊಣ್ಣೂರ, ಬಸವರಾಜ ಹುಣಸಿ, ಪ್ರಕಾಶ ಕೊಣ್ಣೂರ ಮುಂತಾದವರು ಉಪಸ್ಥಿತರಿದ್ದರು.: [256, 1322, 396, 1424]
